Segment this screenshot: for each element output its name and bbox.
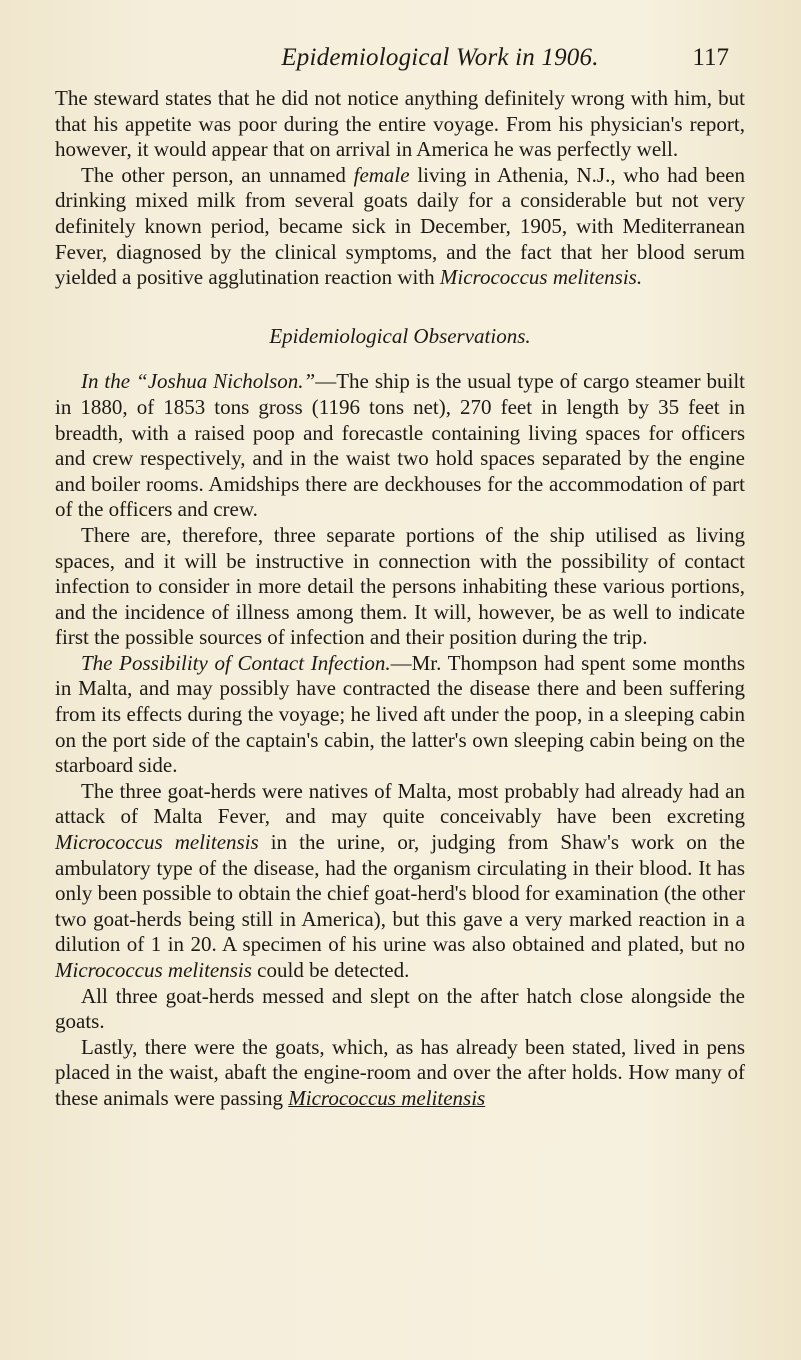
paragraph-text: could be detected.	[251, 958, 410, 982]
section-heading: Epidemiological Observations.	[269, 323, 531, 348]
page-number: 117	[692, 44, 729, 71]
body-text	[55, 86, 745, 1112]
paragraph-lead: The Possibility of Contact Infection.	[81, 650, 391, 675]
running-title: Epidemiological Work in 1906.	[281, 44, 599, 71]
paragraph-steward	[55, 86, 745, 163]
organism-name: Micrococcus melitensis	[55, 958, 252, 982]
paragraph-living-spaces	[55, 523, 745, 651]
paragraph-goat-herds	[55, 779, 745, 984]
paragraph-lead: In the “Joshua Nicholson.”	[81, 369, 316, 394]
page-header	[0, 44, 801, 84]
paragraph-text: living in Athenia, N.J., who had been drinking mixed milk from several goats daily for a considerable but not very definitely known period, became sick in December, 1905, with Mediterranean Fever, diagnosed by the clinical symptoms, and the fact that her blood serum yielded a positive agglutination reaction with	[55, 162, 745, 290]
paragraph-messing	[55, 984, 745, 1035]
paragraph-text: There are, therefore, three separate portions of the ship utilised as living spaces, and it will be instructive in connection with the possibility of contact infection to consider in more detail the persons inhabiting these various portions, and the incidence of illness among them. It will, however, be as well to indicate first the possible sources of infection and their position during the trip.	[55, 522, 745, 650]
italic-term: female	[353, 162, 410, 187]
paragraph-text: in the urine, or, judging from Shaw's work on the ambulatory type of the disease, had the organism circulating in their blood. It has only been possible to obtain the chief goat-herd's blood for examination (the other two goat-herds being still in America), but this gave a very marked reaction in a dilution of 1 in 20. A specimen of his urine was also obtained and plated, but no	[55, 830, 746, 957]
paragraph-other-person	[55, 163, 745, 291]
paragraph-text: The steward states that he did not notice anything definitely wrong with him, but that his appetite was poor during the entire voyage. From his physician's report, however, it would appear that on arrival in America he was perfectly well.	[55, 86, 745, 162]
organism-name: Micrococcus melitensis	[288, 1085, 486, 1110]
organism-name: Micrococcus melitensis.	[439, 265, 643, 290]
paragraph-text: The three goat-herds were natives of Malta, most probably had already had an attack of Malta Fever, and may quite conceivably have been excreting	[55, 778, 745, 829]
paragraph-text: All three goat-herds messed and slept on the after hatch close alongside the goats.	[55, 983, 745, 1034]
paragraph-text: Lastly, there were the goats, which, as has already been stated, lived in pens placed in the waist, abaft the engine-room and over the after holds. How many of these animals were passing	[55, 1034, 745, 1110]
organism-name: Micrococcus melitensis	[55, 830, 259, 855]
paragraph-text: The other person, an unnamed	[81, 162, 354, 187]
paragraph-text: —Mr. Thompson had spent some months in Malta, and may possibly have contracted the disease there and been suffering from its effects during the voyage; he lived aft under the poop, in a sleeping cabin on the port side of the captain's cabin, the latter's own sleeping cabin being on the starboard side.	[55, 650, 745, 778]
paragraph-contact-infection	[55, 651, 745, 779]
paragraph-text: —The ship is the usual type of cargo steamer built in 1880, of 1853 tons gross (1196 tons net), 270 feet in length by 35 feet in breadth, with a raised poop and forecastle containing living spaces for officers and crew respectively, and in the waist two hold spaces separated by the engine and boiler rooms. Amidships there are deckhouses for the accommodation of part of the officers and crew.	[55, 369, 745, 522]
paragraph-ship-description	[55, 369, 745, 523]
paragraph-goats	[55, 1035, 745, 1112]
